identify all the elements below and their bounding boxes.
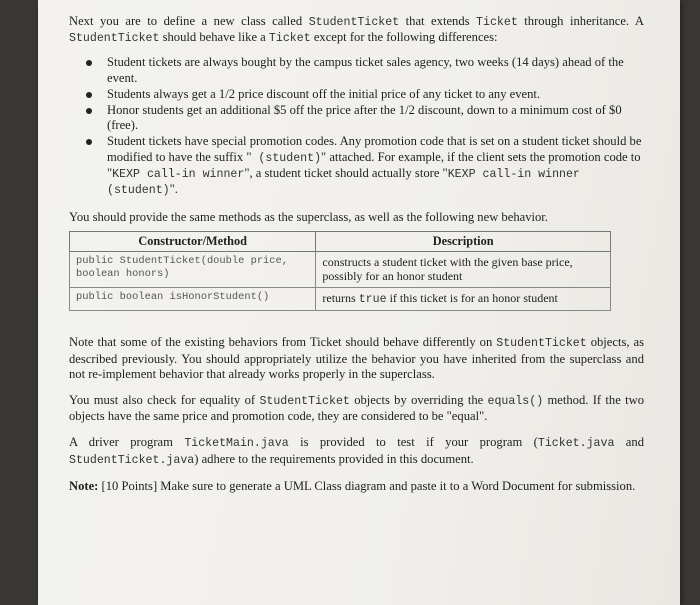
- final-note-paragraph: [69, 479, 644, 494]
- methods-table: [69, 231, 611, 311]
- list-item-text: Students always get a 1/2 price discount off the initial price of any ticket to any event.: [107, 86, 541, 101]
- method-signature: public boolean isHonorStudent(): [70, 287, 316, 311]
- intro-text: through inheritance. A: [517, 14, 644, 28]
- class-name-code: StudentTicket: [69, 32, 160, 46]
- list-item-text: Student tickets have special promotion codes. Any promotion code that is set on a student ticket should be modified to have the suffix ": [107, 134, 642, 164]
- paragraph-text: ) adhere to the requirements provided in this document.: [194, 451, 474, 466]
- table-header-row: [70, 232, 611, 252]
- list-item: [69, 87, 644, 102]
- paragraph-text: [10 Points] Make sure to generate a UML Class diagram and paste it to a Word Document for submission.: [98, 478, 636, 493]
- list-item-text: ".: [169, 182, 178, 197]
- behavior-note-paragraph: [69, 335, 644, 382]
- bullet-icon: [86, 139, 92, 145]
- column-header-method: Constructor/Method: [70, 232, 316, 252]
- list-item: [69, 55, 644, 85]
- intro-paragraph: [69, 14, 644, 46]
- description-text: returns: [322, 290, 359, 305]
- intro-text: should behave like a: [159, 30, 269, 45]
- suffix-code: (student): [251, 151, 322, 165]
- class-name-code: StudentTicket: [496, 337, 587, 351]
- list-item-text: Honor students get an additional $5 off the price after the 1/2 discount, down to a minimum cost of $0 (free).: [107, 103, 622, 133]
- file-name-code: Ticket.java: [537, 437, 615, 451]
- note-label: Note:: [69, 478, 99, 493]
- list-item-text: ", a student ticket should actually store ": [244, 165, 448, 180]
- method-signature: public StudentTicket(double price, boolean honors): [70, 251, 316, 287]
- intro-text: except for the following differences:: [310, 30, 498, 45]
- paragraph-text: Note that some of the existing behaviors from Ticket should behave differently on: [69, 335, 497, 350]
- driver-paragraph: [69, 435, 644, 467]
- bullet-icon: [86, 108, 92, 114]
- bullet-icon: [86, 92, 92, 98]
- file-name-code: TicketMain.java: [184, 437, 289, 451]
- method-description: constructs a student ticket with the given base price, possibly for an honor student: [316, 251, 611, 287]
- paragraph-text: You must also check for equality of: [69, 393, 260, 408]
- paragraph-text: objects, as described previously. You should appropriately utilize the behavior you have inherited from the superclass and not re-implement behavior that already works properly in the superclass.: [69, 335, 644, 381]
- list-item-text: Student tickets are always bought by the campus ticket sales agency, two weeks (14 days) ahead of the event.: [107, 55, 624, 85]
- true-code: true: [358, 292, 387, 306]
- list-item: [69, 103, 644, 133]
- list-item-text: " attached. For example, if the client sets the promotion code to ": [107, 149, 641, 180]
- document-content: [69, 14, 644, 505]
- class-name-code: Ticket: [476, 16, 518, 29]
- class-name-code: StudentTicket: [259, 395, 350, 409]
- document-page: [38, 0, 680, 605]
- intro-text: that extends: [399, 14, 477, 28]
- bullet-icon: [86, 60, 92, 66]
- paragraph-text: and: [614, 435, 644, 450]
- column-header-description: Description: [316, 232, 611, 252]
- equality-paragraph: [69, 393, 644, 424]
- provide-paragraph: You should provide the same methods as the superclass, as well as the following new behavior.: [69, 210, 548, 225]
- table-row: [70, 287, 611, 311]
- description-text: if this ticket is for an honor student: [386, 290, 558, 305]
- paragraph-text: A driver program: [69, 435, 185, 450]
- file-name-code: StudentTicket.java: [69, 453, 195, 467]
- paragraph-text: method. If the two objects have the same price and promotion code, they are considered to be "equal".: [69, 393, 644, 424]
- paragraph-text: is provided to test if your program (: [288, 435, 538, 450]
- promo-code-example: KEXP call-in winner: [112, 167, 245, 181]
- stored-promo-code-example: KEXP call-in winner (student): [107, 167, 580, 198]
- list-item: [69, 134, 644, 198]
- differences-list: [69, 55, 644, 198]
- class-name-code: StudentTicket: [308, 16, 400, 29]
- paragraph-text: objects by overriding the: [349, 393, 488, 408]
- method-description: [316, 287, 611, 311]
- table-row: [70, 251, 611, 287]
- method-name-code: equals(): [487, 395, 544, 409]
- class-name-code: Ticket: [268, 32, 311, 46]
- intro-text: Next you are to define a new class called: [69, 14, 309, 28]
